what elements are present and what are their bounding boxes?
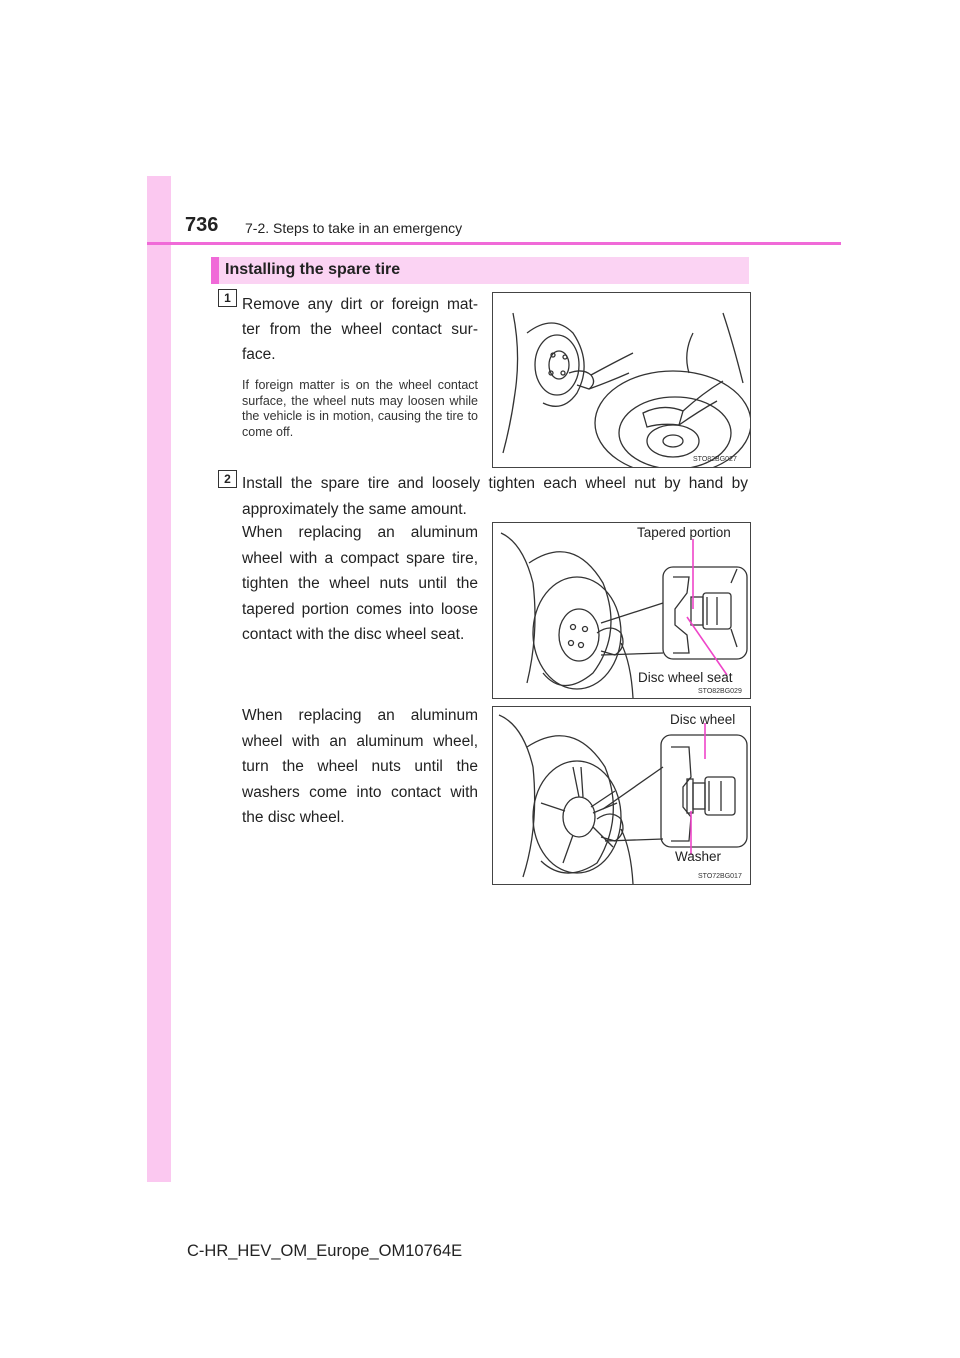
step-2-text: Install the spare tire and loosely tighten each wheel nut by hand by approximately the same amount. [242, 475, 748, 518]
page-number: 736 [185, 214, 219, 236]
aluminum-wheel-instruction: When replacing an aluminum wheel with an aluminum wheel, turn the wheel nuts until the washers come into contact with the disc wheel. [242, 707, 478, 826]
figure-code: STO82BG029 [698, 688, 742, 695]
compact-spare-figure [492, 522, 751, 699]
side-color-band [147, 176, 171, 1182]
callout-disc-wheel: Disc wheel [670, 712, 736, 727]
figure-code: STO82BG027 [693, 456, 737, 463]
step-1-note: If foreign matter is on the wheel contact surface, the wheel nuts may loosen while the vehicle is in motion, causing the tire to come off. [242, 378, 478, 439]
figure-code: STO72BG017 [698, 873, 742, 880]
section-heading [211, 257, 749, 284]
wheel-cleaning-figure [492, 292, 751, 468]
chapter-title: 7-2. Steps to take in an emergency [245, 220, 463, 236]
header-rule [147, 242, 841, 245]
callout-disc-wheel-seat: Disc wheel seat [638, 670, 733, 685]
wheel-cleaning-icon [493, 293, 750, 467]
section-title: Installing the spare tire [225, 261, 401, 278]
aluminum-wheel-figure [492, 706, 751, 885]
callout-washer: Washer [675, 849, 722, 864]
callout-tapered-portion: Tapered portion [637, 525, 731, 540]
step-1-text: Remove any dirt or foreign mat-ter from the wheel contact sur-face. [242, 296, 478, 363]
document-id: C-HR_HEV_OM_Europe_OM10764E [187, 1242, 463, 1260]
step-1-badge: 1 [218, 289, 237, 307]
step-2-badge: 2 [218, 470, 237, 488]
section-heading-bar [211, 257, 219, 284]
compact-spare-instruction: When replacing an aluminum wheel with a compact spare tire, tighten the wheel nuts until the tapered portion comes into loose contact with the disc wheel seat. [242, 524, 478, 643]
